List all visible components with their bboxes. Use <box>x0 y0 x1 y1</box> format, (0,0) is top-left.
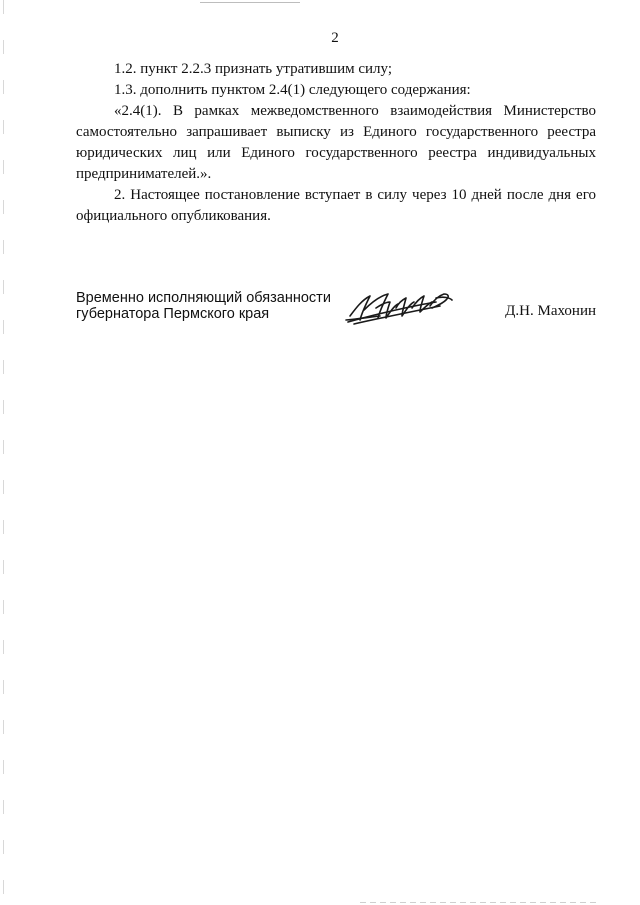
document-body <box>76 59 596 227</box>
page-number: 2 <box>331 30 339 46</box>
paragraph-1-3: 1.3. дополнить пунктом 2.4(1) следующего содержания: <box>114 82 471 98</box>
paragraph-1-2: 1.2. пункт 2.2.3 признать утратившим силу; <box>114 61 393 77</box>
paragraph-2-4-1: «2.4(1). В рамках межведомственного взаимодействия Министерство самостоятельно запрашивает выписку из Единого государственного реестра юридических лиц или Единого государственного реестра индивидуальных предпринимателей.». <box>76 103 596 182</box>
signatory-position <box>76 290 331 322</box>
paragraph-2: 2. Настоящее постановление вступает в силу через 10 дней после дня его официального опубликования. <box>76 187 596 224</box>
handwritten-signature-icon <box>340 286 460 330</box>
scan-edge-left <box>3 0 4 905</box>
signatory-name: Д.Н. Махонин <box>505 303 596 319</box>
signature-block <box>76 290 596 350</box>
scan-edge-top <box>200 2 300 3</box>
signatory-position-line1: Временно исполняющий обязанности <box>76 290 331 306</box>
scan-edge-bottom <box>360 902 600 903</box>
signatory-position-line2: губернатора Пермского края <box>76 306 270 322</box>
